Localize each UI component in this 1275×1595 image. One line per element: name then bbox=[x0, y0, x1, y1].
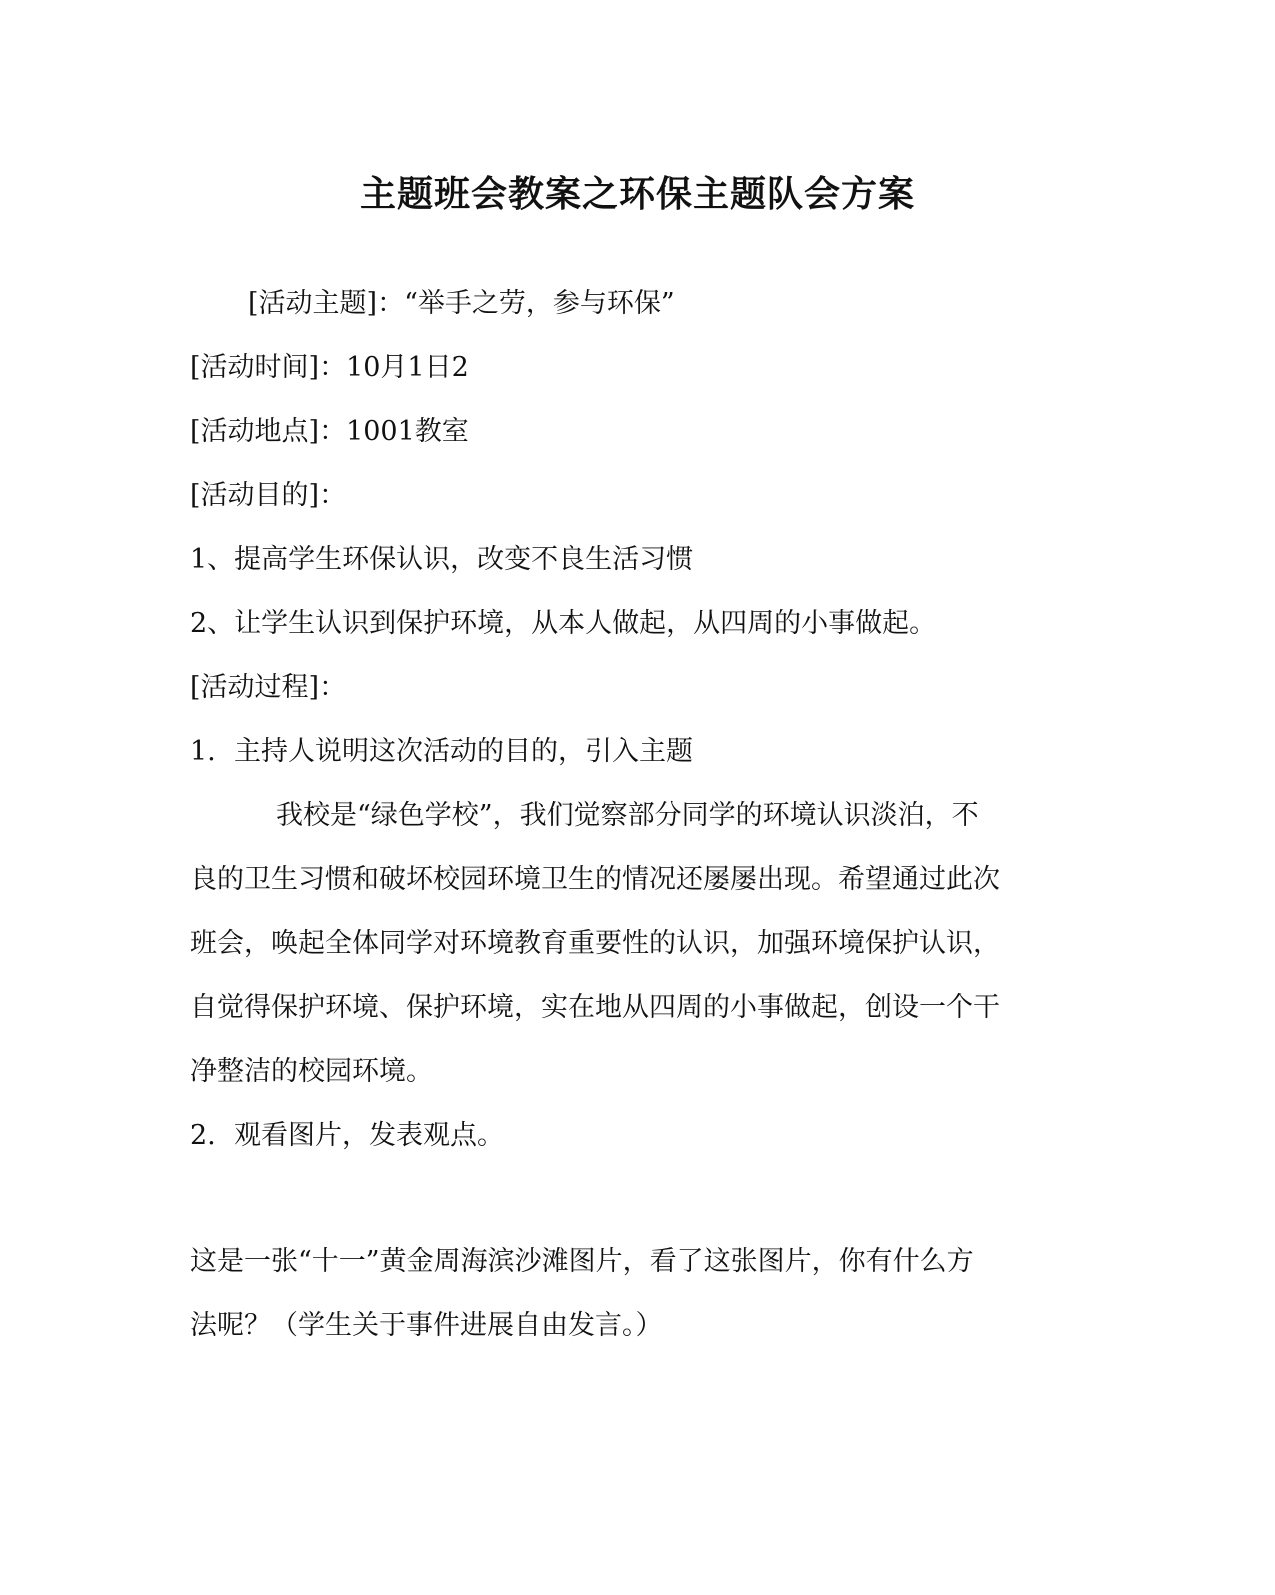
step-number: 1. bbox=[190, 736, 216, 767]
paragraph-line: 法呢？（学生关于事件进展自由发言。） bbox=[190, 1310, 663, 1341]
purpose-item: 2、让学生认识到保护环境，从本人做起，从四周的小事做起。 bbox=[190, 608, 937, 639]
paragraph-line: 良的卫生习惯和破坏校园环境卫生的情况还屡屡出现。希望通过此次 bbox=[190, 864, 1000, 895]
paragraph-line: 自觉得保护环境、保护环境，实在地从四周的小事做起，创设一个干 bbox=[190, 992, 1000, 1023]
document-title: 主题班会教案之环保主题队会方案 bbox=[359, 173, 915, 215]
step-text: 主持人说明这次活动的目的，引入主题 bbox=[234, 736, 693, 767]
paragraph-line: 这是一张“十一”黄金周海滨沙滩图片，看了这张图片，你有什么方 bbox=[190, 1246, 974, 1277]
step-number: 2. bbox=[190, 1120, 216, 1151]
activity-theme: [活动主题]：“举手之劳，参与环保” bbox=[248, 288, 675, 319]
process-step bbox=[190, 732, 693, 772]
paragraph-line: 净整洁的校园环境。 bbox=[190, 1056, 433, 1087]
purpose-heading: [活动目的]： bbox=[190, 480, 347, 511]
purpose-item: 1、提高学生环保认识，改变不良生活习惯 bbox=[190, 544, 694, 575]
step-text: 观看图片，发表观点。 bbox=[234, 1120, 504, 1151]
activity-place: [活动地点]：1001教室 bbox=[190, 416, 469, 447]
process-heading: [活动过程]： bbox=[190, 672, 347, 703]
activity-time: [活动时间]：10月1日2 bbox=[190, 352, 469, 383]
process-step bbox=[190, 1116, 504, 1156]
paragraph-line: 我校是“绿色学校”，我们觉察部分同学的环境认识淡泊，不 bbox=[276, 800, 979, 831]
paragraph-line: 班会，唤起全体同学对环境教育重要性的认识，加强环境保护认识， bbox=[190, 928, 1000, 959]
